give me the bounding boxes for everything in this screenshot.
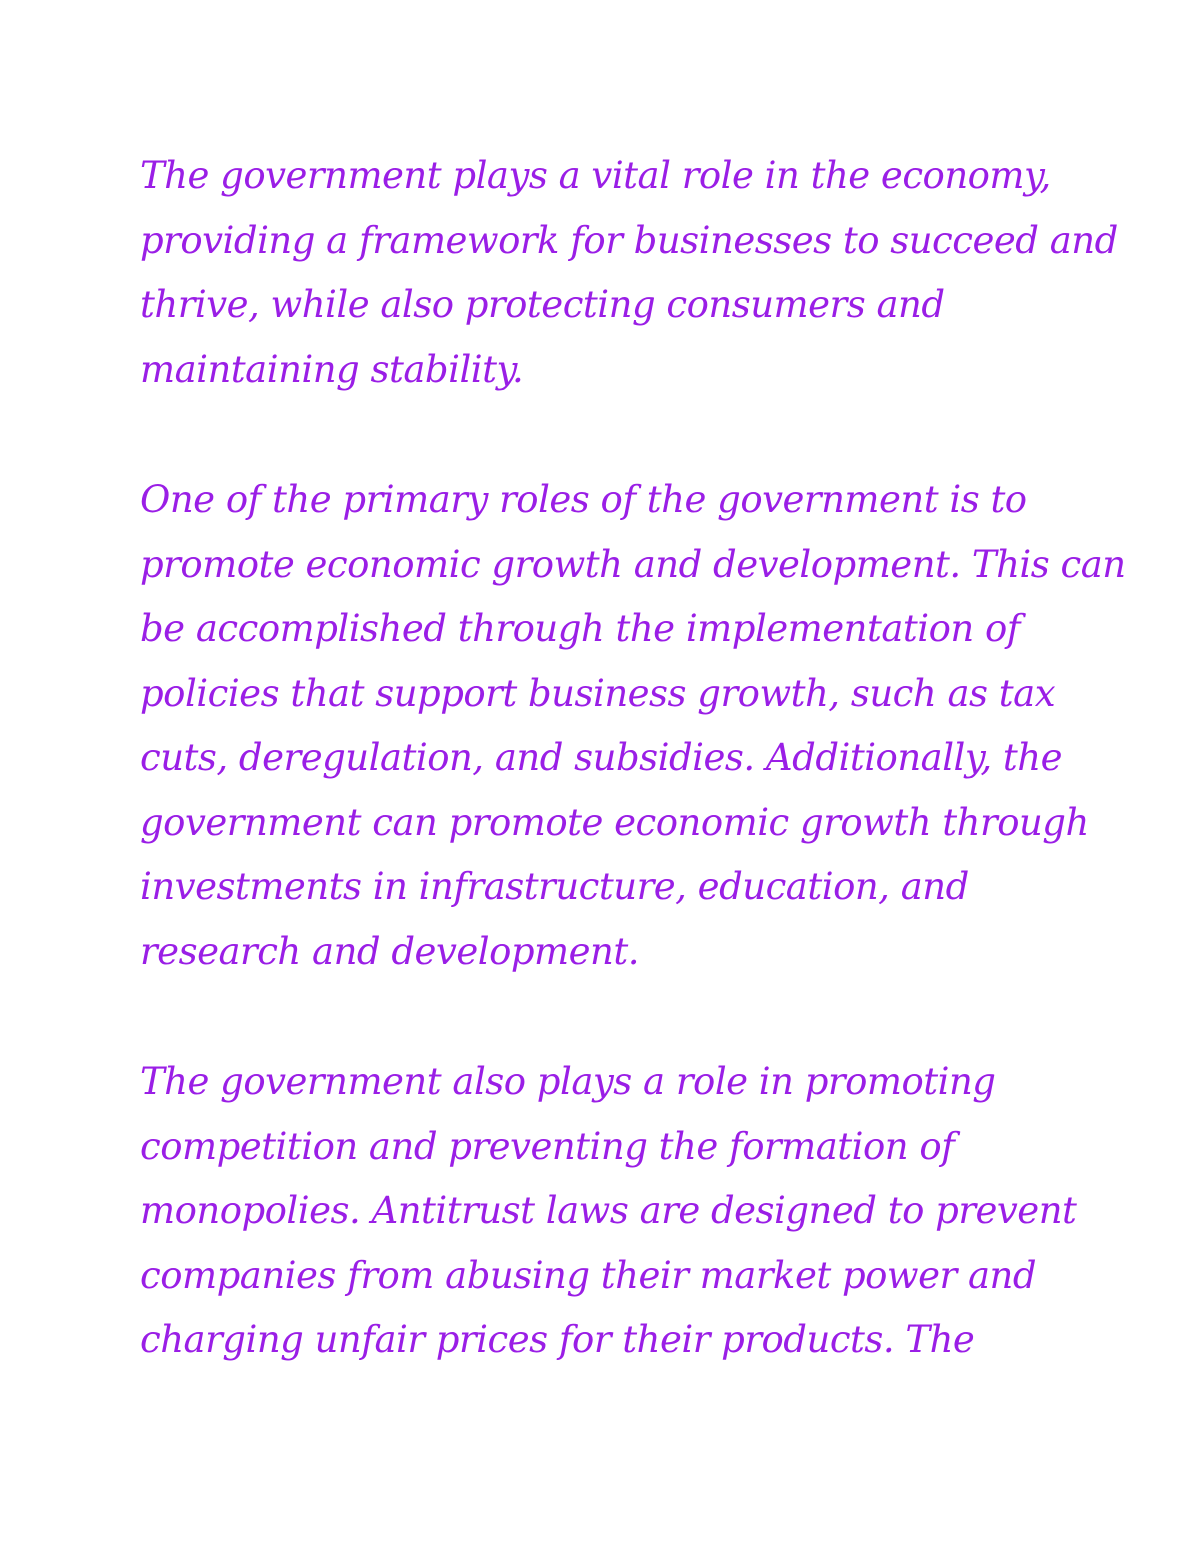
paragraph-line: be accomplished through the implementation of — [140, 607, 1020, 650]
paragraph-government-role — [140, 144, 1118, 402]
paragraph-economic-growth — [140, 468, 1126, 984]
paragraph-line: One of the primary roles of the government is to — [140, 478, 1027, 521]
paragraph-line: monopolies. Antitrust laws are designed to prevent — [140, 1189, 1077, 1232]
paragraph-line: government can promote economic growth through — [140, 800, 1089, 844]
paragraph-line: The government also plays a role in promoting — [140, 1060, 996, 1103]
paragraph-competition — [140, 1050, 1077, 1373]
paragraph-line: thrive, while also protecting consumers and — [140, 283, 945, 326]
paragraph-line: cuts, deregulation, and subsidies. Additionally, the — [140, 736, 1062, 779]
paragraph-line: investments in infrastructure, education, and — [140, 865, 969, 908]
paragraph-line: maintaining stability. — [140, 347, 524, 391]
paragraph-line: charging unfair prices for their products. The — [140, 1318, 975, 1361]
paragraph-line: competition and preventing the formation of — [140, 1124, 955, 1168]
paragraph-line: providing a framework for businesses to succeed and — [140, 218, 1118, 262]
paragraph-line: companies from abusing their market power and — [140, 1253, 1037, 1297]
paragraph-line: promote economic growth and development. This can — [140, 542, 1126, 586]
paragraph-line: The government plays a vital role in the economy, — [140, 154, 1051, 197]
paragraph-line: policies that support business growth, such as tax — [140, 671, 1056, 715]
paragraph-line: research and development. — [140, 929, 639, 973]
